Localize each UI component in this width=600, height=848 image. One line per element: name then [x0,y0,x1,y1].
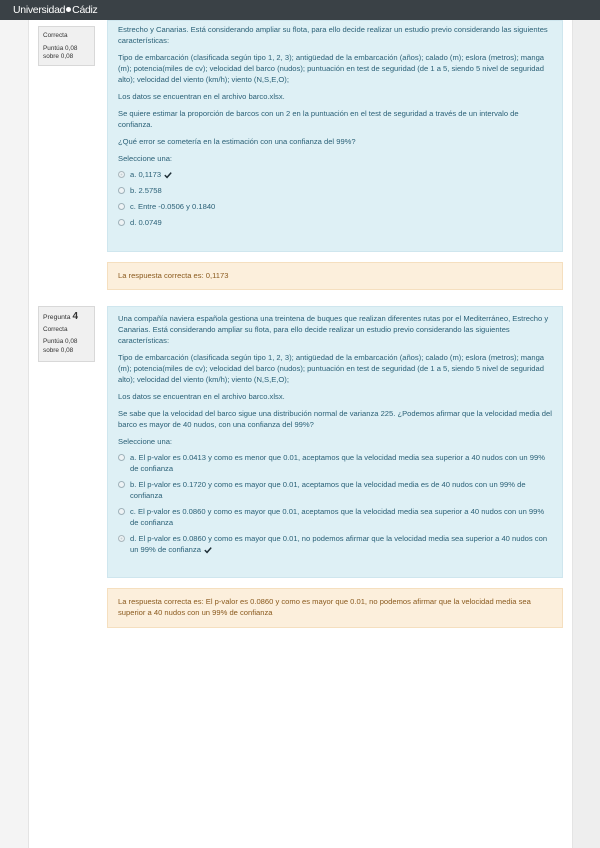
answer-option-a[interactable]: a. 0,1173 [118,169,552,180]
question-number: Pregunta 4 [43,311,79,322]
question-info-q4 [38,306,95,362]
answer-option-b[interactable]: b. El p-valor es 0.1720 y como es mayor que 0.01, aceptamos que la velocidad media es de 40 nudos con un 99% de confianza [118,479,552,501]
answer-option-d[interactable]: d. El p-valor es 0.0860 y como es mayor que 0.01, no podemos afirmar que la velocidad media sea superior a 40 nudos con un 99% de confianza [118,533,552,555]
radio-icon[interactable] [118,454,125,461]
answer-option-d[interactable]: d. 0.0749 [118,217,552,228]
radio-icon[interactable] [118,203,125,210]
answer-option-b[interactable]: b. 2.5758 [118,185,552,196]
question-text: Tipo de embarcación (clasificada según tipo 1, 2, 3); antigüedad de la embarcación (años); calado (m); eslora (metros); manga (m); potencia(miles de cv); velocidad del barco (nudos); puntuación en test de seguridad (de 1 a 5, siendo 5 nivel de seguridad alto); velocidad del viento (km/h); viento (N,S,E,O); [118,353,545,384]
question-text: Los datos se encuentran en el archivo barco.xlsx. [118,392,285,401]
correct-answer-feedback-q3: La respuesta correcta es: 0,1173 [107,262,563,290]
question-text: Se sabe que la velocidad del barco sigue una distribución normal de varianza 225. ¿Podemos afirmar que la velocidad media del barco es mayor de 40 nudos, con una confianza del 99%? [118,409,552,429]
question-content-q4 [107,306,563,578]
left-margin [0,20,28,848]
answer-prompt: Seleccione una: [118,154,173,163]
radio-icon[interactable] [118,219,125,226]
radio-icon[interactable] [118,508,125,515]
question-grade: Puntúa 0,08 sobre 0,08 [43,338,78,354]
radio-icon[interactable] [118,187,125,194]
question-content-q3 [107,20,563,252]
question-info-q3 [38,26,95,66]
question-text: Se quiere estimar la proporción de barcos con un 2 en la puntuación en el test de seguridad a través de un intervalo de confianza. [118,109,519,129]
radio-icon[interactable] [118,481,125,488]
correct-answer-feedback-q4: La respuesta correcta es: El p-valor es 0.0860 y como es mayor que 0.01, no podemos afirmar que la velocidad media sea superior a 40 nudos con un 99% de confianza [107,588,563,628]
answer-option-c[interactable]: c. El p-valor es 0.0860 y como es mayor que 0.01, aceptamos que la velocidad media sea superior a 40 nudos con un 99% de confianza [118,506,552,528]
question-text: Una compañía naviera española gestiona una treintena de buques que realizan diferentes rutas por el Mediterráneo, Estrecho y Canarias. Está considerando ampliar su flota, para ello decide realizar un estudio previo considerando las siguientes características: [118,314,549,345]
question-grade: Puntúa 0,08 sobre 0,08 [43,44,78,61]
radio-selected-icon[interactable] [118,171,125,178]
answer-option-a[interactable]: a. El p-valor es 0.0413 y como es menor que 0.01, aceptamos que la velocidad media sea superior a 40 nudos con un 99% de confianza [118,452,552,474]
right-scroll-area [573,20,600,848]
question-text: Los datos se encuentran en el archivo barco.xlsx. [118,92,285,101]
check-icon [164,171,172,179]
question-state: Correcta [43,325,68,333]
logo-dot-icon [66,7,71,12]
answer-option-c[interactable]: c. Entre -0.0506 y 0.1840 [118,201,552,212]
question-text: ¿Qué error se cometería en la estimación con una confianza del 99%? [118,137,356,146]
check-icon [204,546,212,554]
answer-prompt: Seleccione una: [118,437,173,446]
question-text: Estrecho y Canarias. Está considerando ampliar su flota, para ello decide realizar un estudio previo considerando las siguientes características: [118,25,548,45]
university-logo[interactable]: Universidad Cádiz [13,4,98,16]
question-state: Correcta [43,32,68,39]
top-navbar [0,0,600,20]
radio-selected-icon[interactable] [118,535,125,542]
question-text: Tipo de embarcación (clasificada según tipo 1, 2, 3); antigüedad de la embarcación (años); calado (m); eslora (metros); manga (m); potencia(miles de cv); velocidad del barco (nudos); puntuación en test de seguridad (de 1 a 5, siendo 5 nivel de seguridad alto); velocidad del viento (km/h); viento (N,S,E,O); [118,53,545,84]
